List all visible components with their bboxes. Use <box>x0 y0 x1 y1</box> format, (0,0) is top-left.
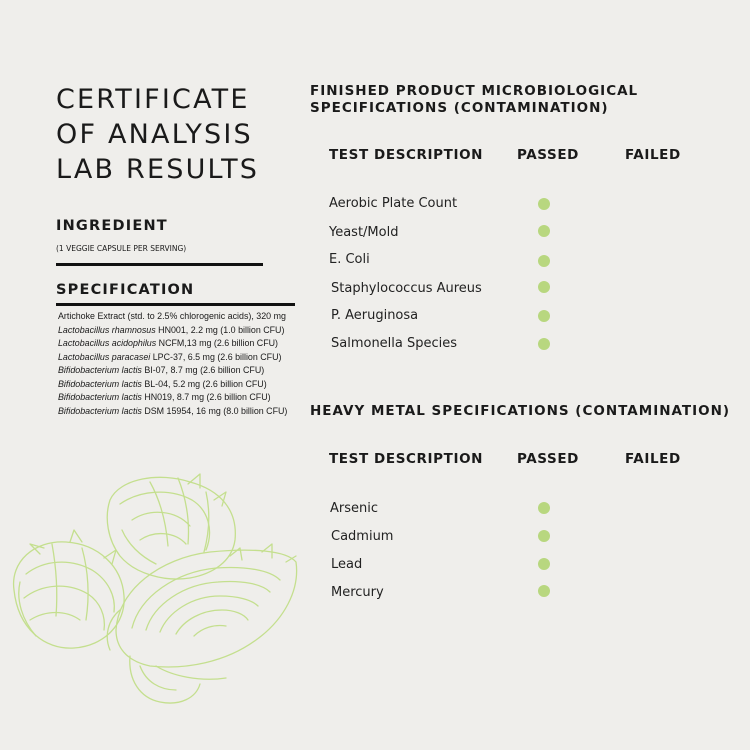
passed-indicator <box>538 338 550 350</box>
test-label: Staphylococcus Aureus <box>331 281 482 296</box>
failed-header: FAILED <box>625 147 681 163</box>
metal-label: Mercury <box>331 585 384 600</box>
test-label: Salmonella Species <box>331 336 458 351</box>
test-label: E. Coli <box>329 252 370 267</box>
spec-item: Artichoke Extract (std. to 2.5% chlorogenic acids), 320 mg <box>58 311 286 321</box>
specification-divider <box>56 303 295 306</box>
passed-indicator <box>538 225 550 237</box>
passed-indicator <box>538 310 550 322</box>
spec-item: Bifidobacterium lactis BL-04, 5.2 mg (2.6 billion CFU) <box>58 378 267 389</box>
test-label: Aerobic Plate Count <box>329 196 458 211</box>
microbiological-heading: FINISHED PRODUCT MICROBIOLOGICAL SPECIFICATIONS (CONTAMINATION) <box>310 83 639 116</box>
spec-item: Bifidobacterium lactis BI-07, 8.7 mg (2.6 billion CFU) <box>58 365 265 375</box>
specification-list <box>58 310 303 418</box>
passed-indicator <box>538 585 550 597</box>
test-description-header: TEST DESCRIPTION <box>329 147 484 163</box>
title-line: OF ANALYSIS <box>56 119 253 150</box>
spec-item: Lactobacillus paracasei LPC-37, 6.5 mg (2.6 billion CFU) <box>58 351 282 362</box>
passed-indicator <box>538 255 550 267</box>
ingredient-heading: INGREDIENT <box>56 218 168 234</box>
test-label: Yeast/Mold <box>329 225 399 240</box>
metal-label: Lead <box>331 557 363 572</box>
passed-indicator <box>538 558 550 570</box>
metal-label: Arsenic <box>330 501 379 516</box>
passed-header: PASSED <box>517 147 579 163</box>
ingredient-divider <box>56 263 263 266</box>
passed-header: PASSED <box>517 451 579 467</box>
spec-item: Lactobacillus acidophilus NCFM,13 mg (2.6 billion CFU) <box>58 338 278 348</box>
serving-note: (1 VEGGIE CAPSULE PER SERVING) <box>56 244 187 253</box>
page-title <box>56 82 296 187</box>
test-label: P. Aeruginosa <box>331 308 419 323</box>
title-line: CERTIFICATE <box>56 84 250 115</box>
title-line: LAB RESULTS <box>56 154 260 185</box>
passed-indicator <box>538 502 550 514</box>
spec-item: Bifidobacterium lactis DSM 15954, 16 mg (8.0 billion CFU) <box>58 405 288 416</box>
metal-label: Cadmium <box>331 529 394 544</box>
passed-indicator <box>538 530 550 542</box>
spec-item: Lactobacillus rhamnosus HN001, 2.2 mg (1.0 billion CFU) <box>58 324 285 335</box>
specification-heading: SPECIFICATION <box>56 282 195 298</box>
test-description-header: TEST DESCRIPTION <box>329 451 484 467</box>
heavy-metal-heading: HEAVY METAL SPECIFICATIONS (CONTAMINATION) <box>310 403 731 419</box>
passed-indicator <box>538 281 550 293</box>
spec-item: Bifidobacterium lactis HN019, 8.7 mg (2.6 billion CFU) <box>58 392 271 402</box>
failed-header: FAILED <box>625 451 681 467</box>
passed-indicator <box>538 198 550 210</box>
artichoke-illustration <box>0 470 300 710</box>
